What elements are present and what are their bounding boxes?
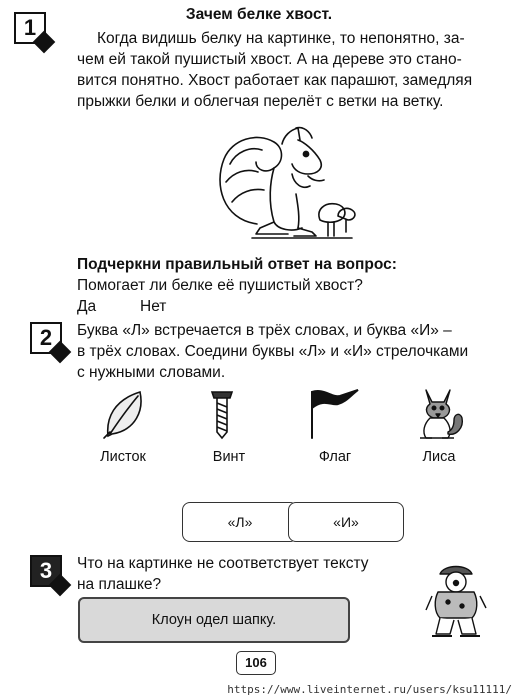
paragraph-line: вится понятно. Хвост работает как парашют, замедляя [77,72,473,89]
text-line: с нужными словами. [77,364,226,381]
screw-icon [206,388,238,440]
task-3-badge [30,555,76,601]
fox-illustration [412,384,466,442]
footer-url[interactable]: https://www.liveinternet.ru/users/ksu11111/ [227,683,512,696]
plaque-text: Клоун одел шапку. [78,597,350,643]
text-line: Что на картинке не соответствует тексту [77,555,369,572]
flag-icon [302,386,362,442]
paragraph-line: прыжки белки и облегчая перелёт с ветки на ветку. [77,93,444,110]
answer-yes[interactable]: Да [77,298,97,315]
task-1-title: Зачем белке хвост. [185,6,333,23]
answer-no[interactable]: Нет [140,298,167,315]
task-1-question-title: Подчеркни правильный ответ на вопрос: [77,256,397,273]
text-line: Буква «Л» встречается в трёх словах, и буква «И» – [77,322,452,339]
letter-i-box[interactable]: «И» [288,502,404,542]
text-line: на плашке? [77,576,162,593]
squirrel-illustration [212,124,362,242]
task-1-number: 1 [14,12,46,44]
word-flag: Флаг [318,449,352,465]
task-2-number: 2 [30,322,62,354]
task-1-paragraph [77,28,485,112]
paragraph-line: чем ей такой пушистый хвост. А на дереве это стано- [77,51,462,68]
leaf-icon [100,388,150,440]
letter-l-box[interactable]: «Л» [182,502,298,542]
word-lisa: Лиса [422,449,456,465]
task-3-text [77,553,407,595]
page-number: 106 [236,651,276,675]
word-listok: Листок [100,449,146,465]
task-2-badge [30,322,76,368]
task-2-text [77,320,497,383]
task-1-question: Помогает ли белке её пушистый хвост? [77,277,363,294]
paragraph-line: Когда видишь белку на картинке, то непонятно, за- [97,30,465,47]
text-line: в трёх словах. Соедини буквы «Л» и «И» стрелочками [77,343,469,360]
clown-illustration [424,560,488,642]
task-3-number: 3 [30,555,62,587]
word-vint: Винт [212,449,246,465]
